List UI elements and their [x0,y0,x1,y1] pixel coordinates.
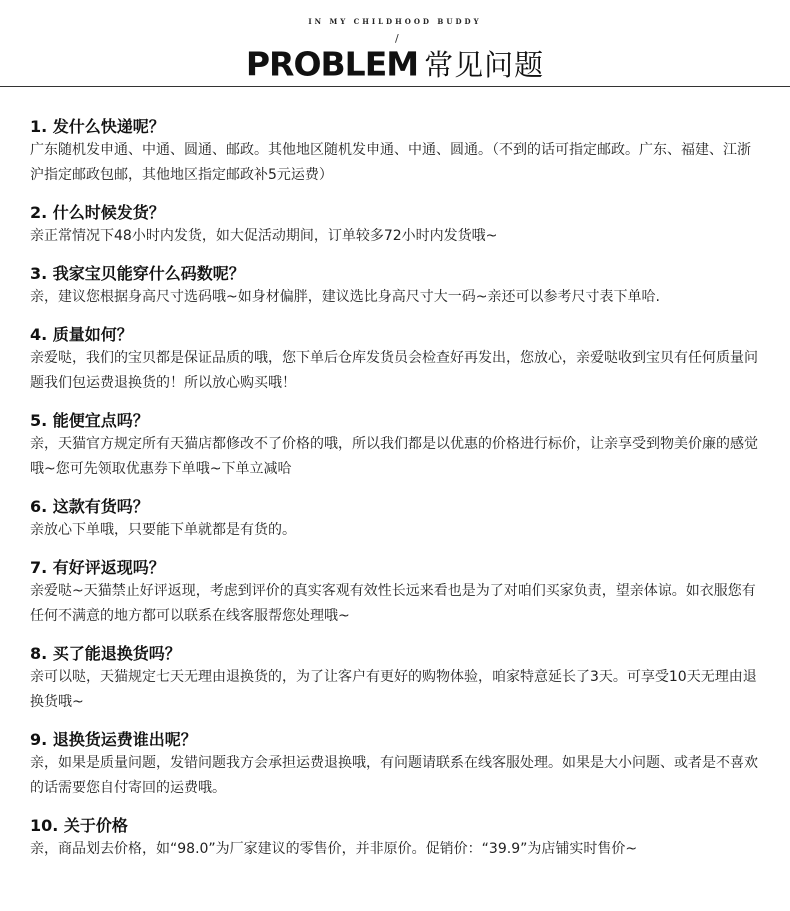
faq-list [30,116,770,876]
faq-answer: 亲，天猫官方规定所有天猫店都修改不了价格的哦，所以我们都是以优惠的价格进行标价，让亲享受到物美价廉的感觉哦~您可先领取优惠券下单哦~下单立减哈 [30,436,758,477]
faq-item-5 [30,410,770,482]
faq-answer: 亲，商品划去价格，如“98.0”为厂家建议的零售价，并非原价。促销价：“39.9”为店铺实时售价~ [30,841,638,857]
faq-question: 7. 有好评返现吗？ [30,558,165,577]
faq-question: 5. 能便宜点吗？ [30,411,149,430]
faq-question: 6. 这款有货吗？ [30,497,149,516]
faq-item-7 [30,557,770,629]
page-header [0,0,790,96]
faq-answer: 亲，如果是质量问题，发错问题我方会承担运费退换哦，有问题请联系在线客服处理。如果是大小问题、或者是不喜欢的话需要您自付寄回的运费哦。 [30,755,758,796]
header-tagline: IN MY CHILDHOOD BUDDY [308,17,482,26]
header-slash: / [395,32,399,45]
faq-question: 1. 发什么快递呢？ [30,117,165,136]
faq-answer: 广东随机发申通、中通、圆通、邮政。其他地区随机发申通、中通、圆通。（不到的话可指定邮政。广东、福建、江浙沪指定邮政包邮，其他地区指定邮政补5元运费） [30,142,751,183]
faq-answer: 亲正常情况下48小时内发货，如大促活动期间，订单较多72小时内发货哦~ [30,228,498,244]
header-divider [0,86,790,87]
faq-item-2 [30,202,770,249]
faq-answer: 亲，建议您根据身高尺寸选码哦~如身材偏胖，建议选比身高尺寸大一码~亲还可以参考尺寸表下单哈. [30,289,660,305]
faq-item-6 [30,496,770,543]
faq-answer: 亲爱哒，我们的宝贝都是保证品质的哦，您下单后仓库发货员会检查好再发出，您放心，亲爱哒收到宝贝有任何质量问题我们包运费退换货的！所以放心购买哦！ [30,350,758,391]
faq-question: 10. 关于价格 [30,816,128,835]
faq-item-10 [30,815,770,862]
faq-answer: 亲爱哒~天猫禁止好评返现，考虑到评价的真实客观有效性长远来看也是为了对咱们买家负责，望亲体谅。如衣服您有任何不满意的地方都可以联系在线客服帮您处理哦~ [30,583,756,624]
faq-question: 2. 什么时候发货？ [30,203,165,222]
faq-item-1 [30,116,770,188]
faq-item-4 [30,324,770,396]
faq-question: 9. 退换货运费谁出呢？ [30,730,197,749]
faq-question: 3. 我家宝贝能穿什么码数呢？ [30,264,245,283]
page-title [0,38,790,91]
title-chinese: 常见问题 [424,47,545,82]
faq-question: 8. 买了能退换货吗？ [30,644,181,663]
faq-question: 4. 质量如何？ [30,325,133,344]
title-english: PROBLEM [245,44,419,84]
faq-answer: 亲可以哒，天猫规定七天无理由退换货的，为了让客户有更好的购物体验，咱家特意延长了3天。可享受10天无理由退换货哦~ [30,669,757,710]
faq-item-9 [30,729,770,801]
faq-answer: 亲放心下单哦，只要能下单就都是有货的。 [30,522,296,538]
faq-item-3 [30,263,770,310]
faq-item-8 [30,643,770,715]
